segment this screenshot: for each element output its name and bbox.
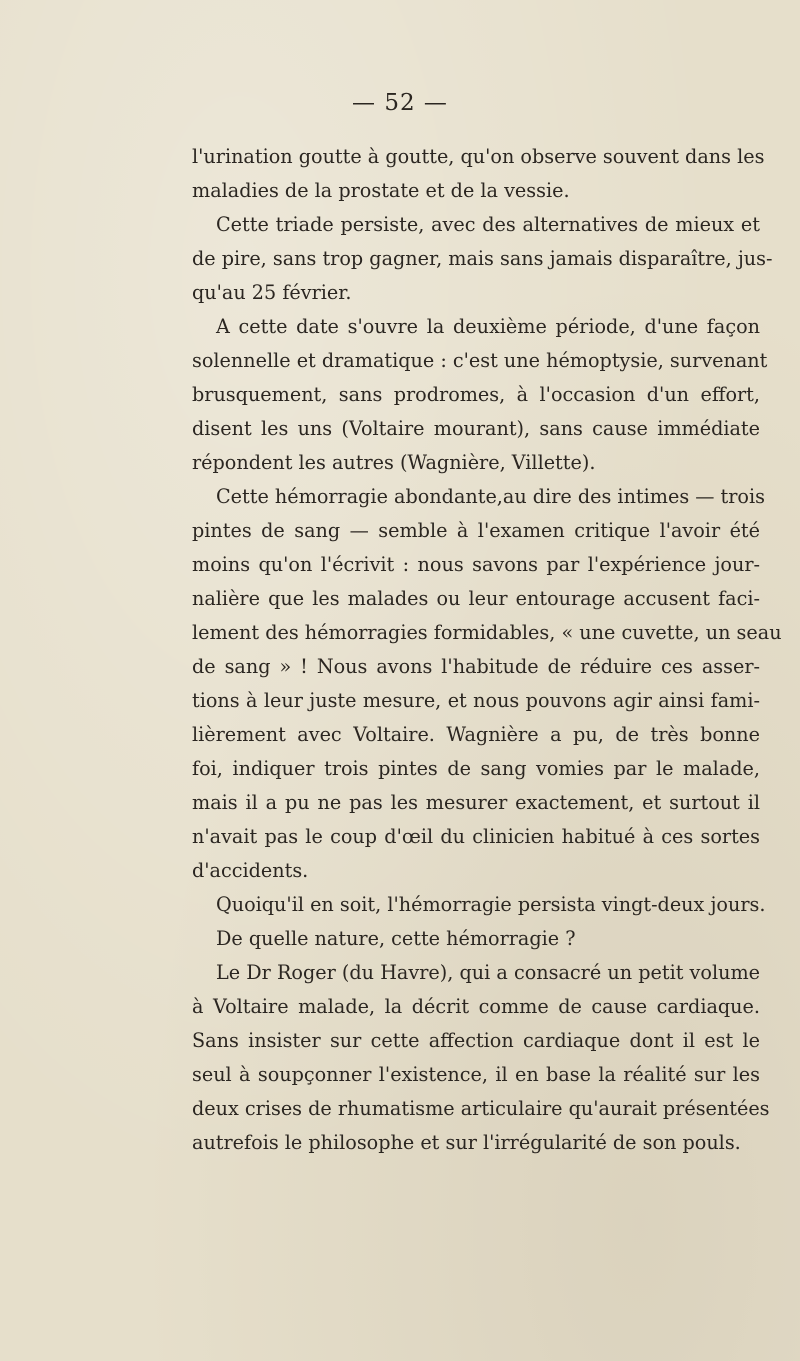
text-line: Sans insister sur cette affection cardiaque dont il est le: [192, 1029, 760, 1052]
text-line: pintes de sang — semble à l'examen critique l'avoir été: [192, 519, 760, 542]
text-line: de pire, sans trop gagner, mais sans jamais disparaître, jus-: [192, 247, 773, 270]
body-text: [192, 140, 782, 1160]
text-line: De quelle nature, cette hémorragie ?: [216, 927, 576, 950]
text-line: tions à leur juste mesure, et nous pouvons agir ainsi fami-: [192, 689, 760, 712]
text-line: qu'au 25 février.: [192, 281, 352, 304]
text-line: seul à soupçonner l'existence, il en base la réalité sur les: [192, 1063, 760, 1086]
text-line: moins qu'on l'écrivit : nous savons par l'expérience jour-: [192, 553, 760, 576]
text-line: A cette date s'ouvre la deuxième période, d'une façon: [216, 315, 760, 338]
text-line: Le Dr Roger (du Havre), qui a consacré un petit volume: [216, 961, 760, 984]
text-line: brusquement, sans prodromes, à l'occasion d'un effort,: [192, 383, 760, 406]
text-line: lement des hémorragies formidables, « une cuvette, un seau: [192, 621, 782, 644]
text-line: solennelle et dramatique : c'est une hémoptysie, survenant: [192, 349, 768, 372]
text-line: disent les uns (Voltaire mourant), sans cause immédiate: [192, 417, 760, 440]
text-line: Cette hémorragie abondante,au dire des intimes — trois: [216, 485, 765, 508]
text-line: mais il a pu ne pas les mesurer exactement, et surtout il: [192, 791, 760, 814]
text-line: autrefois le philosophe et sur l'irrégularité de son pouls.: [192, 1131, 741, 1154]
text-line: Quoiqu'il en soit, l'hémorragie persista vingt-deux jours.: [216, 893, 766, 916]
text-line: maladies de la prostate et de la vessie.: [192, 179, 570, 202]
text-line: foi, indiquer trois pintes de sang vomies par le malade,: [192, 757, 760, 780]
text-line: l'urination goutte à goutte, qu'on observe souvent dans les: [192, 145, 765, 168]
text-line: de sang » ! Nous avons l'habitude de réduire ces asser-: [192, 655, 760, 678]
text-line: lièrement avec Voltaire. Wagnière a pu, de très bonne: [192, 723, 760, 746]
text-line: nalière que les malades ou leur entourage accusent faci-: [192, 587, 760, 610]
text-line: deux crises de rhumatisme articulaire qu'aurait présentées: [192, 1097, 770, 1120]
text-line: d'accidents.: [192, 859, 309, 882]
text-line: n'avait pas le coup d'œil du clinicien habitué à ces sortes: [192, 825, 760, 848]
page-number-header: — 52 —: [352, 90, 448, 116]
text-line: répondent les autres (Wagnière, Villette).: [192, 451, 596, 474]
text-line: à Voltaire malade, la décrit comme de cause cardiaque.: [192, 995, 760, 1018]
text-line: Cette triade persiste, avec des alternatives de mieux et: [216, 213, 760, 236]
